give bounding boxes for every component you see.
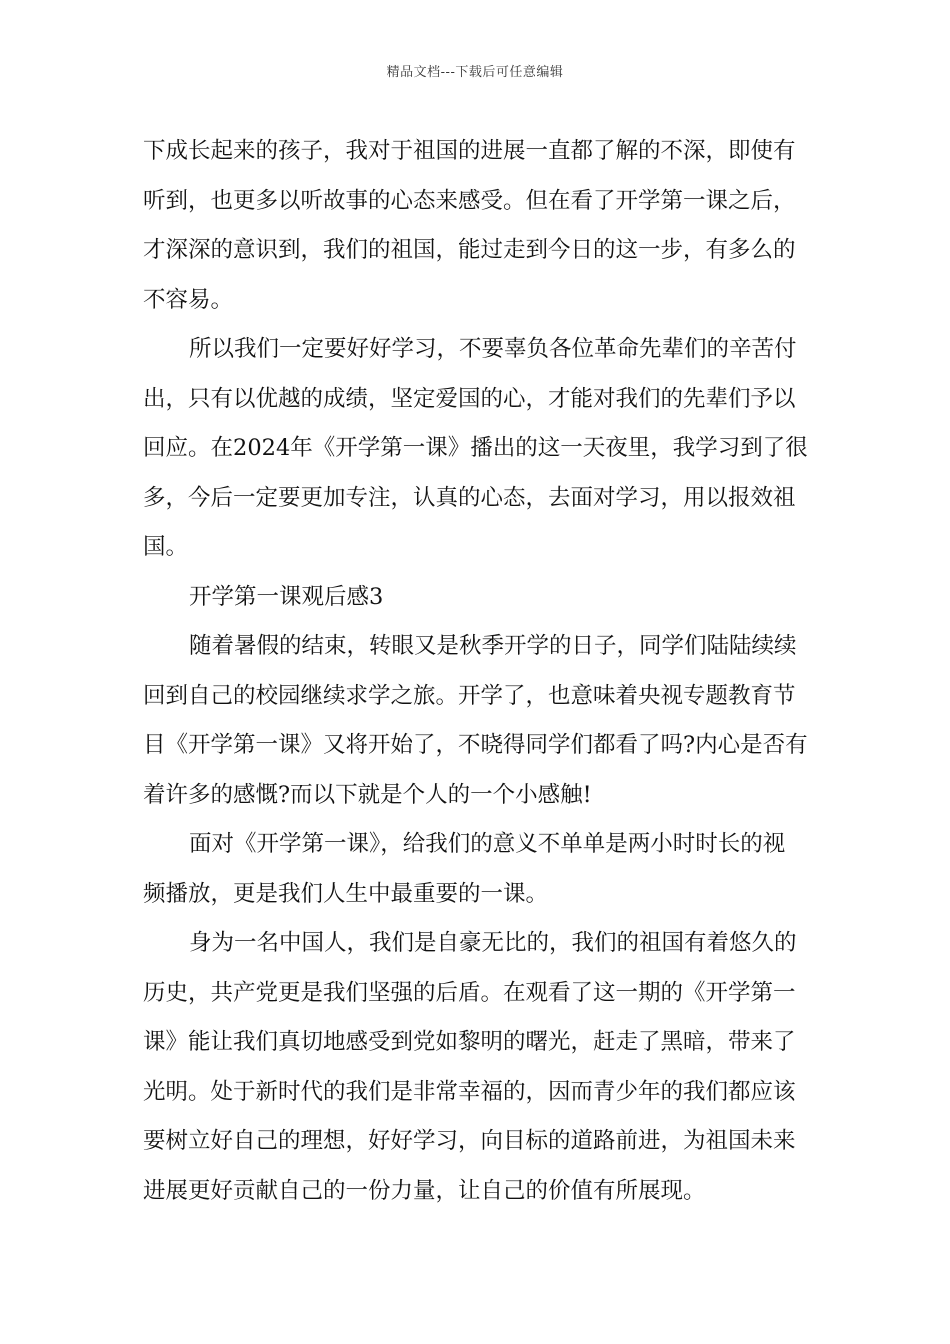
text-line: 听到，也更多以听故事的心态来感受。但在看了开学第一课之后， — [143, 187, 796, 214]
text-line: 历史，共产党更是我们坚强的后盾。在观看了这一期的《开学第一 — [143, 979, 796, 1006]
text-line: 下成长起来的孩子，我对于祖国的进展一直都了解的不深，即使有 — [143, 138, 796, 164]
text-line: 频播放，更是我们人生中最重要的一课。 — [143, 880, 549, 907]
text-line: 不容易。 — [143, 286, 234, 313]
text-line: 课》能让我们真切地感受到党如黎明的曙光，赶走了黑暗，带来了 — [143, 1029, 796, 1055]
text-line: 所以我们一定要好好学习，不要辜负各位革命先辈们的辛苦付 — [189, 336, 797, 362]
document-body — [143, 127, 813, 1216]
text-line: 进展更好贡献自己的一份力量，让自己的价值有所展现。 — [143, 1177, 706, 1204]
text-line: 多，今后一定要更加专注，认真的心态，去面对学习，用以报效祖 — [143, 484, 796, 511]
text-line: 身为一名中国人，我们是自豪无比的，我们的祖国有着悠久的 — [189, 930, 797, 956]
text-line: 回应。在2024年《开学第一课》播出的这一天夜里，我学习到了很 — [143, 435, 808, 461]
text-line: 随着暑假的结束，转眼又是秋季开学的日子，同学们陆陆续续 — [189, 633, 797, 659]
section-heading: 开学第一课观后感3 — [189, 583, 384, 610]
text-line: 出，只有以优越的成绩，坚定爱国的心，才能对我们的先辈们予以 — [143, 385, 796, 412]
text-line: 国。 — [143, 534, 189, 560]
text-line: 目《开学第一课》又将开始了，不晓得同学们都看了吗?内心是否有 — [143, 732, 808, 758]
text-line: 回到自己的校园继续求学之旅。开学了，也意味着央视专题教育节 — [143, 682, 796, 709]
text-line: 要树立好自己的理想，好好学习，向目标的道路前进，为祖国未来 — [143, 1128, 796, 1154]
text-line: 面对《开学第一课》，给我们的意义不单单是两小时时长的视 — [189, 831, 786, 857]
text-line: 光明。处于新时代的我们是非常幸福的，因而青少年的我们都应该 — [143, 1078, 796, 1105]
page-header: 精品文档---下载后可任意编辑 — [386, 65, 564, 80]
text-line: 才深深的意识到，我们的祖国，能过走到今日的这一步，有多么的 — [143, 237, 796, 263]
text-line: 着许多的感慨?而以下就是个人的一个小感触! — [143, 781, 592, 808]
